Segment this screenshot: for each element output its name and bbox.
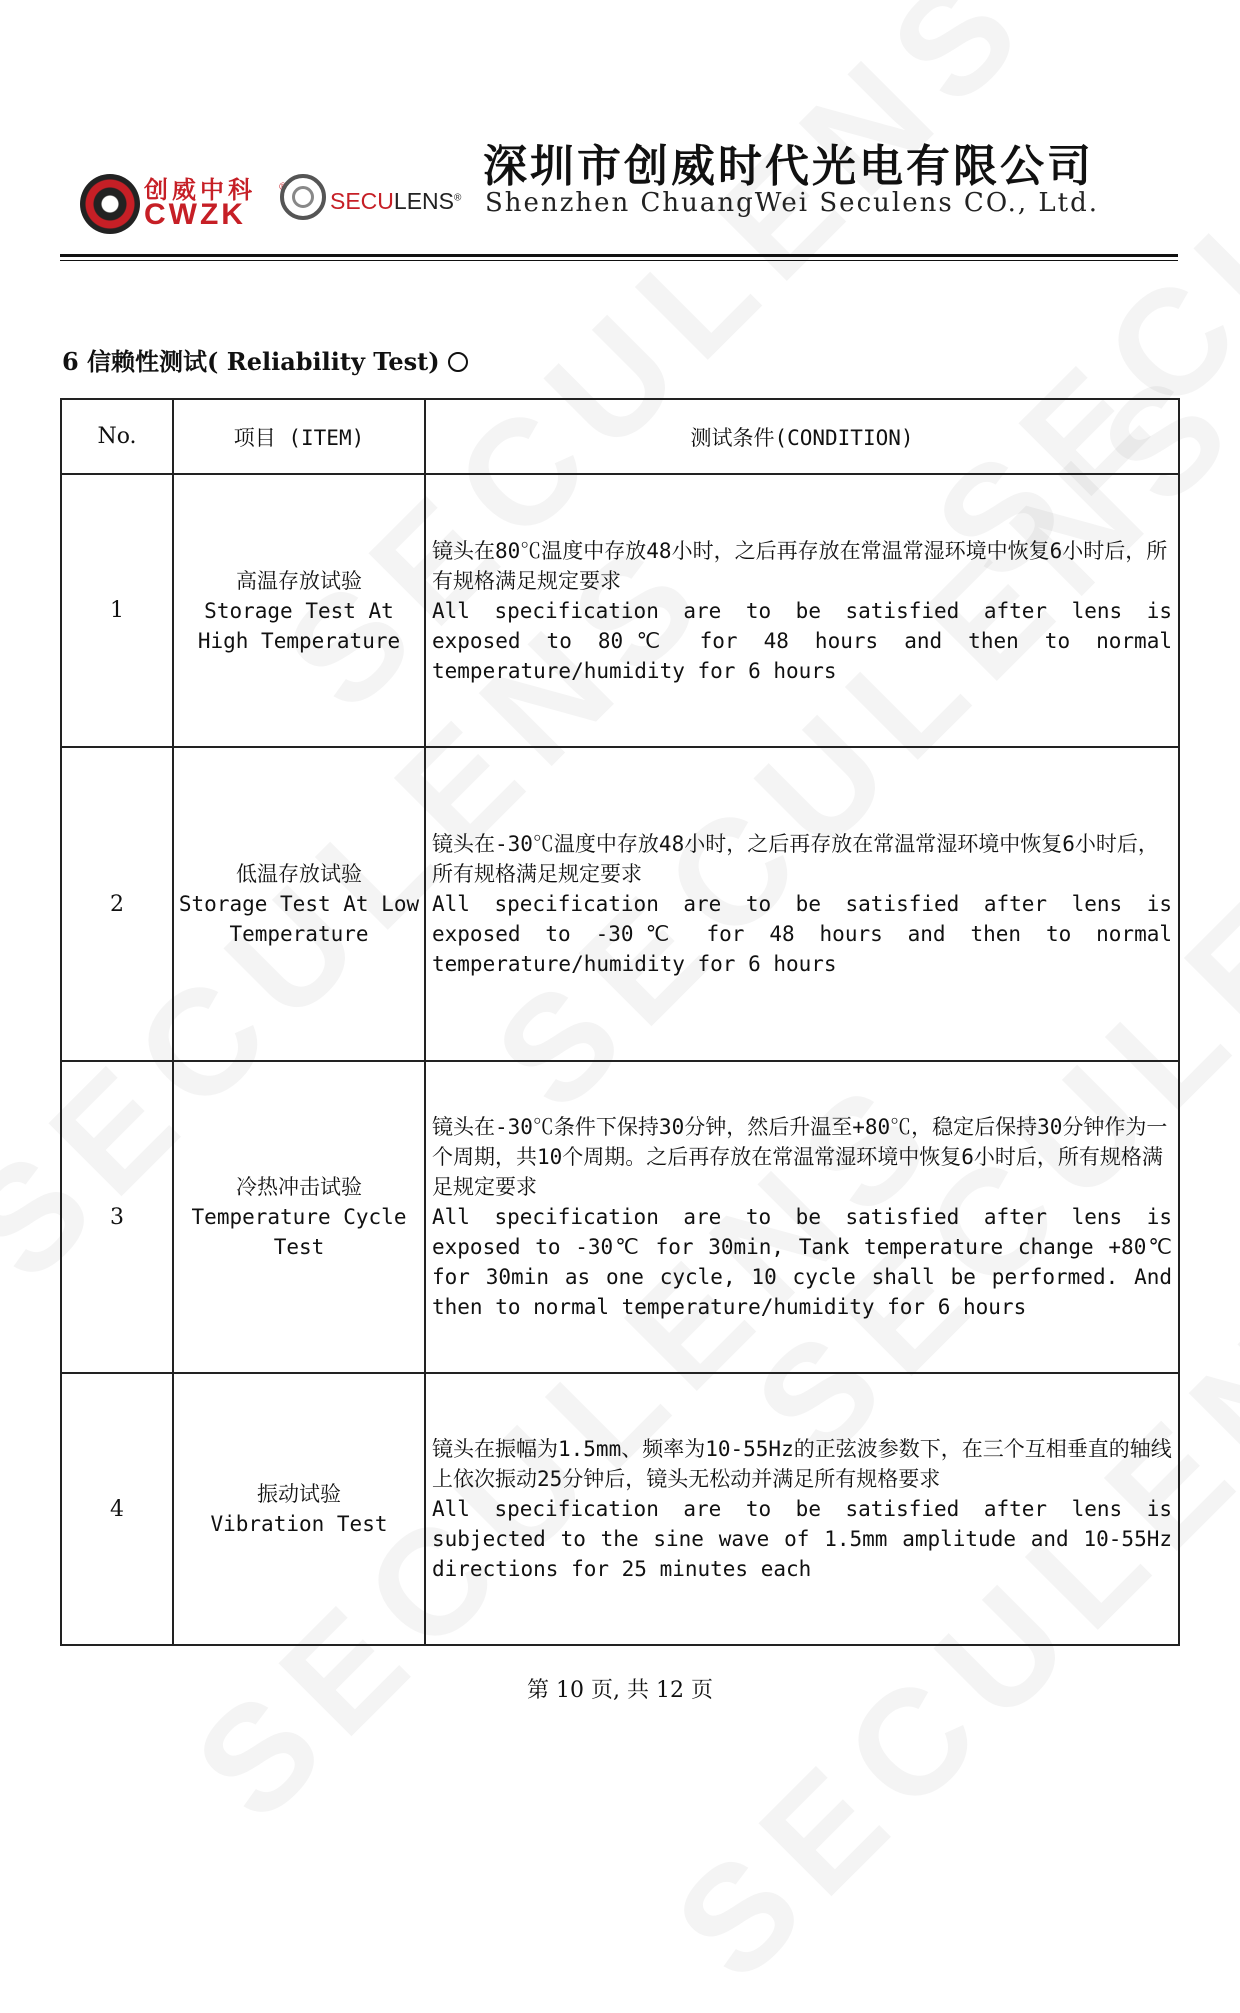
table-header-row xyxy=(61,399,1179,474)
seculens-wordmark: SECULENS® xyxy=(330,188,462,214)
row-condition xyxy=(425,1373,1179,1645)
header-divider-thin xyxy=(60,260,1178,261)
row-item xyxy=(173,747,425,1061)
header-condition: 测试条件(CONDITION) xyxy=(425,399,1179,474)
item-cn: 低温存放试验 xyxy=(236,862,362,886)
seculens-logo xyxy=(280,154,470,234)
row-condition xyxy=(425,747,1179,1061)
item-cn: 冷热冲击试验 xyxy=(236,1175,362,1199)
header-no: No. xyxy=(61,399,173,474)
item-cn: 高温存放试验 xyxy=(236,568,362,593)
item-en: Storage Test At Low Temperature xyxy=(178,892,420,946)
table-row xyxy=(61,474,1179,747)
section-title-text: 6 信赖性测试( Reliability Test) xyxy=(62,347,440,376)
company-name-en: Shenzhen ChuangWei Seculens CO., Ltd. xyxy=(485,188,1100,218)
condition-en: All specification are to be satisfied after lens is exposed to 80℃ for 48 hours and then to normal temperature/humidity for 6 hours xyxy=(432,598,1172,683)
condition-cn: 镜头在-30℃温度中存放48小时，之后再存放在常温常湿环境中恢复6小时后，所有规格满足规定要求 xyxy=(432,832,1159,886)
company-name-cn: 深圳市创威时代光电有限公司 xyxy=(483,141,1094,192)
row-no: 1 xyxy=(61,474,173,747)
condition-en: All specification are to be satisfied after lens is exposed to -30℃ for 30min, Tank temperature change +80℃ for 30min as one cycle, 10 cycle shall be performed. And then to normal temperature/humidity for 6 hours xyxy=(432,1205,1172,1319)
row-condition xyxy=(425,1061,1179,1373)
registered-mark-icon: ® xyxy=(278,182,288,193)
seculens-swirl-icon xyxy=(280,174,326,220)
row-no: 4 xyxy=(61,1373,173,1645)
condition-cn: 镜头在振幅为1.5mm、频率为10-55Hz的正弦波参数下，在三个互相垂直的轴线上依次振动25分钟后，镜头无松动并满足所有规格要求 xyxy=(432,1437,1172,1491)
table-row xyxy=(61,747,1179,1061)
condition-en: All specification are to be satisfied after lens is subjected to the sine wave of 1.5mm amplitude and 10-55Hz directions for 25 minutes each xyxy=(432,1497,1172,1581)
page-number: 第 10 页, 共 12 页 xyxy=(527,1678,713,1703)
item-en: Temperature Cycle Test xyxy=(191,1205,407,1259)
condition-en: All specification are to be satisfied after lens is exposed to -30℃ for 48 hours and then to normal temperature/humidity for 6 hours xyxy=(432,892,1172,976)
header-item: 项目 (ITEM) xyxy=(173,399,425,474)
row-condition xyxy=(425,474,1179,747)
section-title xyxy=(62,342,468,377)
cwzk-logo-cn: 创威中科 xyxy=(144,175,256,204)
cwzk-logo-en: CWZK xyxy=(144,198,246,231)
reliability-test-table xyxy=(60,398,1180,1646)
header-divider xyxy=(60,254,1178,257)
item-en: Vibration Test xyxy=(210,1512,388,1536)
cwzk-lens-icon xyxy=(80,174,140,234)
circle-icon xyxy=(448,352,468,372)
condition-cn: 镜头在80℃温度中存放48小时，之后再存放在常温常湿环境中恢复6小时后，所有规格满足规定要求 xyxy=(432,538,1168,593)
condition-cn: 镜头在-30℃条件下保持30分钟，然后升温至+80℃，稳定后保持30分钟作为一个周期，共10个周期。之后再存放在常温常湿环境中恢复6小时后，所有规格满足规定要求 xyxy=(432,1115,1168,1199)
row-no: 2 xyxy=(61,747,173,1061)
row-item xyxy=(173,1061,425,1373)
table-row xyxy=(61,1373,1179,1645)
item-cn: 振动试验 xyxy=(257,1482,341,1506)
row-item xyxy=(173,1373,425,1645)
table-row xyxy=(61,1061,1179,1373)
row-item xyxy=(173,474,425,747)
item-en: Storage Test At High Temperature xyxy=(197,598,401,653)
page-header xyxy=(60,118,1180,253)
row-no: 3 xyxy=(61,1061,173,1373)
